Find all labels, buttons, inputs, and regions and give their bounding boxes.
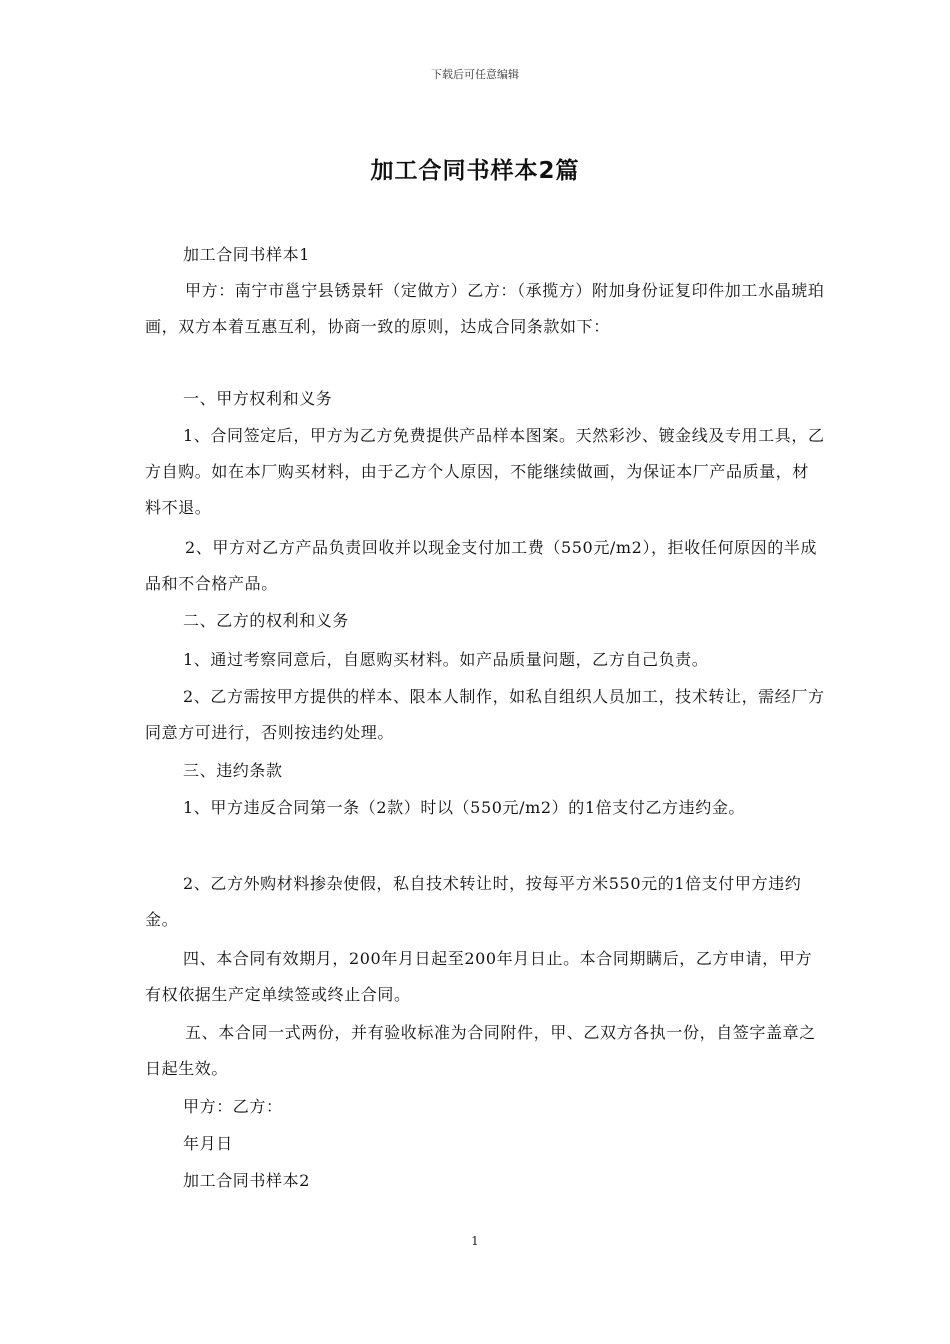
clause-validity-period: 四、本合同有效期月，200年月日起至200年月日止。本合同期瞒后，乙方申请，甲方有权依据生产定单续签或终止合同。: [145, 949, 813, 1004]
clause-a-1: 1、合同签定后，甲方为乙方免费提供产品样本图案。天然彩沙、镀金线及专用工具，乙方自购。如在本厂购买材料，由于乙方个人原因，不能继续做画，为保证本厂产品质量，材料不退。: [145, 426, 825, 517]
clause-a-2: 2、甲方对乙方产品负责回收并以现金支付加工费（550元/m2），拒收任何原因的半成品和不合格产品。: [145, 538, 818, 593]
section-heading-breach: 三、违约条款: [183, 761, 283, 780]
section-heading-sample-1: 加工合同书样本1: [183, 245, 310, 264]
clause-b-2: 2、乙方需按甲方提供的样本、限本人制作，如私自组织人员加工，技术转让，需经厂方同意方可进行，否则按违约处理。: [145, 687, 825, 742]
header-note: 下载后可任意编辑: [431, 68, 519, 81]
clause-breach-2: 2、乙方外购材料掺杂使假，私自技术转让时，按每平方米550元的1倍支付甲方违约金。: [145, 874, 802, 929]
clause-b-1: 1、通过考察同意后，自愿购买材料。如产品质量问题，乙方自己负责。: [183, 650, 709, 669]
section-heading-party-a: 一、甲方权利和义务: [183, 389, 333, 408]
parties-paragraph: 甲方：南宁市邕宁县锈景轩（定做方）乙方：（承揽方）附加身份证复印件加工水晶琥珀画，双方本着互惠互利，协商一致的原则，达成合同条款如下：: [145, 281, 825, 336]
section-heading-party-b: 二、乙方的权利和义务: [183, 611, 350, 630]
clause-copies: 五、本合同一式两份，并有验收标准为合同附件，甲、乙双方各执一份，自签字盖章之日起生效。: [145, 1023, 816, 1078]
page-number: 1: [471, 1234, 479, 1248]
clause-breach-1: 1、甲方违反合同第一条（2款）时以（550元/m2）的1倍支付乙方违约金。: [183, 798, 746, 817]
signature-date: 年月日: [183, 1134, 233, 1153]
document-title: 加工合同书样本2篇: [370, 158, 580, 184]
section-heading-sample-2: 加工合同书样本2: [183, 1171, 310, 1190]
signature-parties: 甲方：乙方：: [183, 1097, 283, 1116]
